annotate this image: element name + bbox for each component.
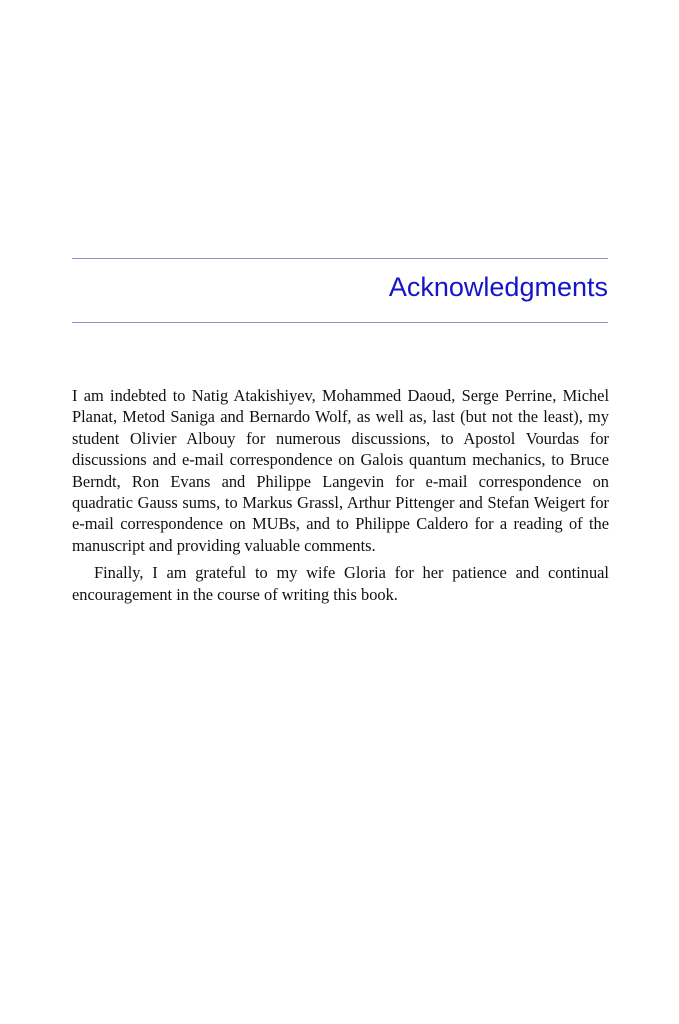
chapter-rule-bottom [72, 322, 608, 323]
paragraph-1: I am indebted to Natig Atakishiyev, Mohammed Daoud, Serge Perrine, Michel Planat, Metod Saniga and Bernardo Wolf, as well as, last (but not the least), my student Olivier Albouy for numerous discussions, to Apostol Vourdas for discussions and e-mail correspondence on Galois quantum mechanics, to Bruce Berndt, Ron Evans and Philippe Langevin for e-mail correspondence on quadratic Gauss sums, to Markus Grassl, Arthur Pittenger and Stefan Weigert for e-mail correspondence on MUBs, and to Philippe Caldero for a reading of the manuscript and providing valuable comments. [72, 386, 609, 555]
acknowledgments-body [72, 385, 609, 605]
chapter-rule-top [72, 258, 608, 259]
chapter-title: Acknowledgments [388, 272, 608, 302]
paragraph-2: Finally, I am grateful to my wife Gloria for her patience and continual encouragement in the course of writing this book. [72, 563, 609, 604]
